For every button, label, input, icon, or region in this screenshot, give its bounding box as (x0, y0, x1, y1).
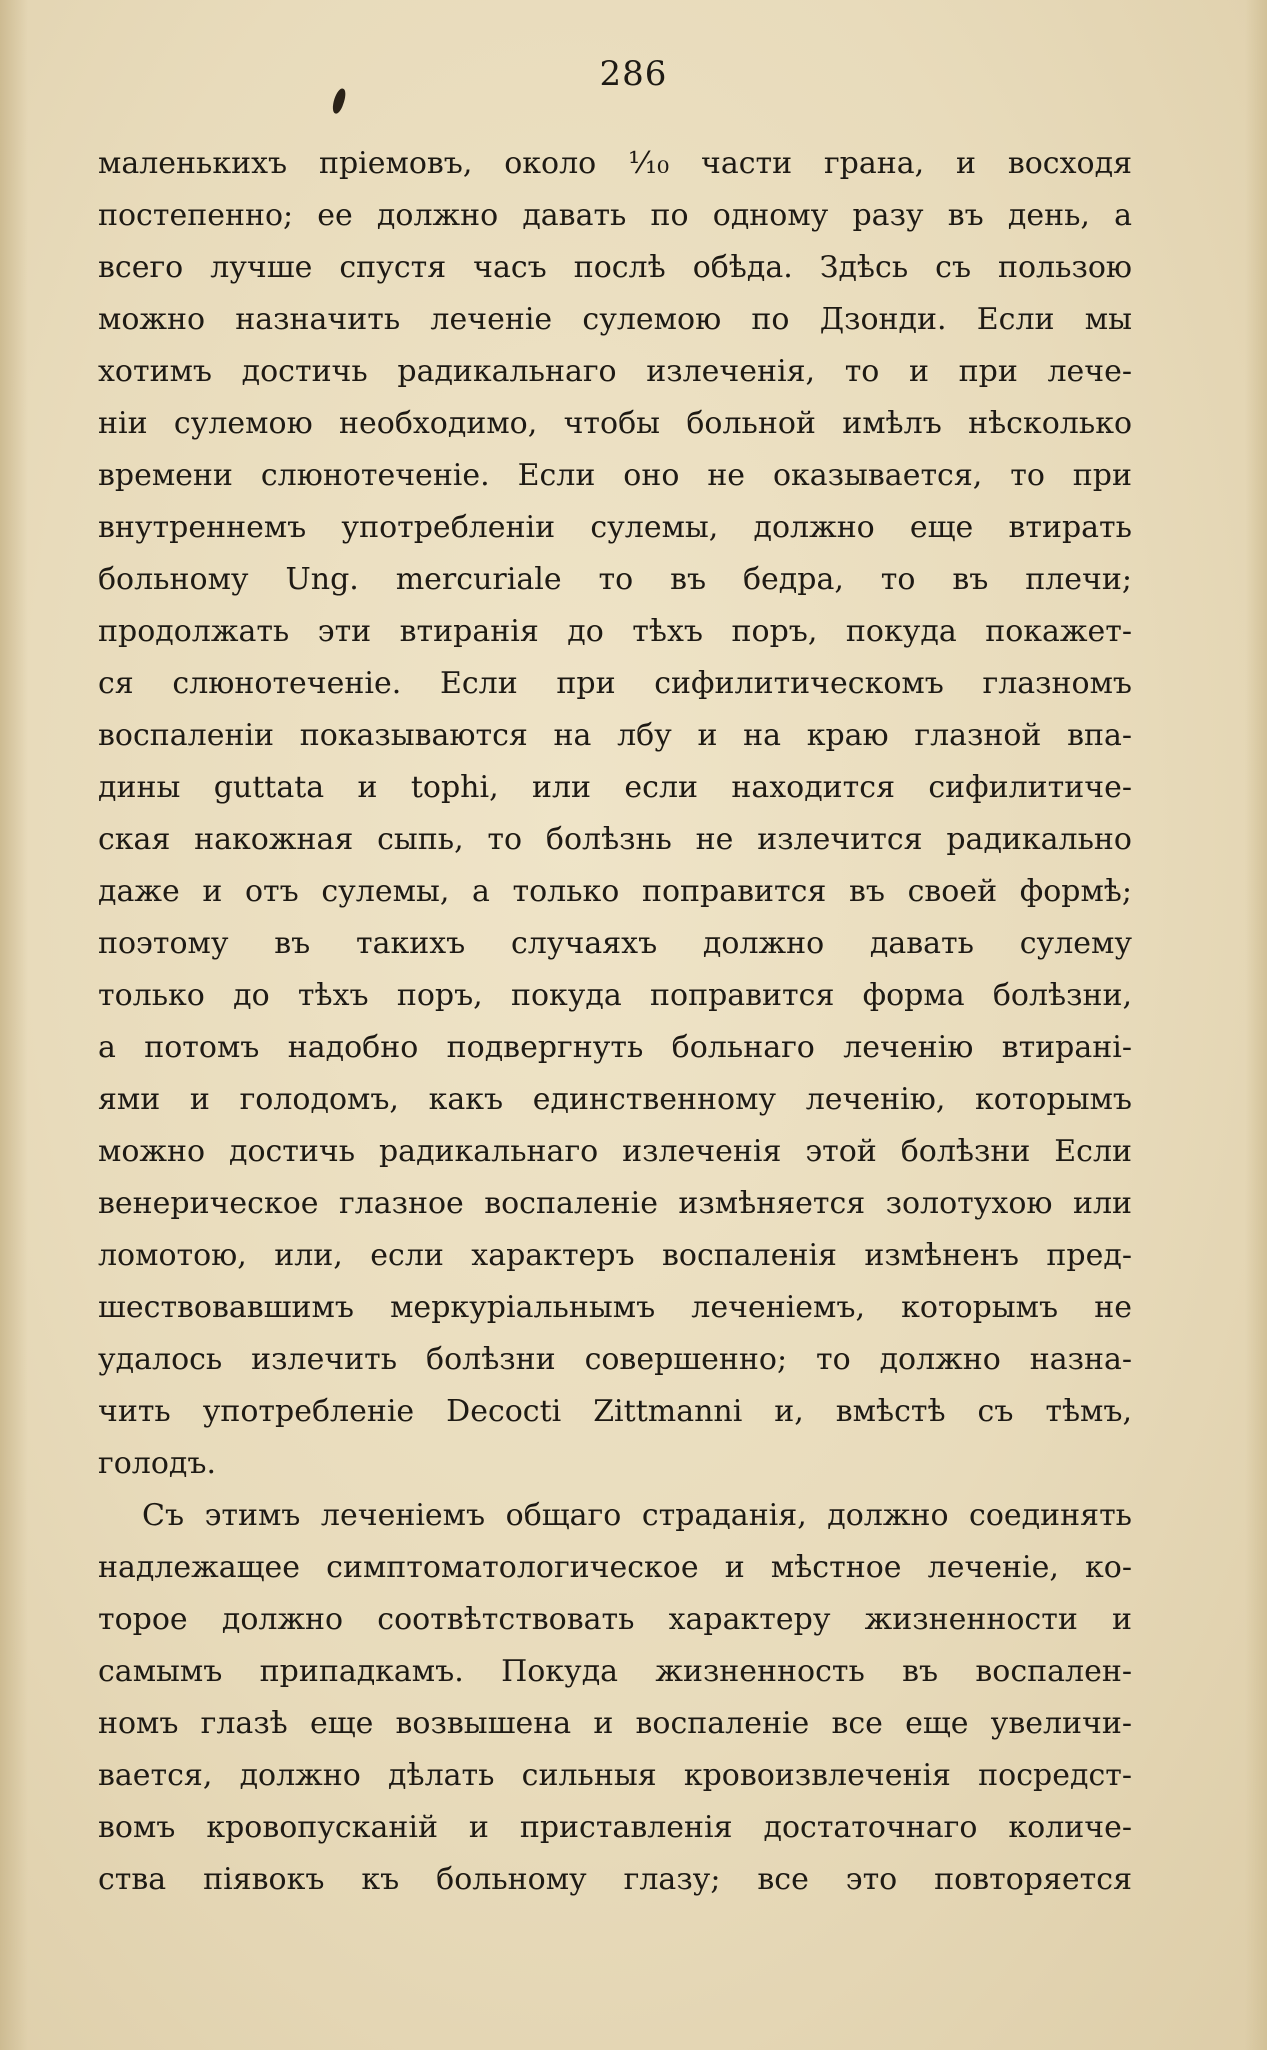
text-line: вомъ кровопусканій и приставленія достаточнаго количе- (98, 1810, 1132, 1845)
text-line: вается, должно дѣлать сильныя кровоизвлеченія посредст- (98, 1758, 1132, 1793)
text-line: ломотою, или, если характеръ воспаленія измѣненъ пред- (98, 1238, 1132, 1273)
text-line: продолжать эти втиранія до тѣхъ поръ, покуда покажет- (98, 614, 1132, 649)
text-line: ніи сулемою необходимо, чтобы больной имѣлъ нѣсколько (98, 406, 1132, 441)
text-line: надлежащее симптоматологическое и мѣстное леченіе, ко- (98, 1550, 1132, 1585)
text-line: только до тѣхъ поръ, покуда поправится форма болѣзни, (98, 978, 1132, 1013)
text-line: шествовавшимъ меркуріальнымъ леченіемъ, которымъ не (98, 1290, 1132, 1325)
body-text (98, 138, 1132, 1906)
text-line: внутреннемъ употребленіи сулемы, должно еще втирать (98, 510, 1132, 545)
text-line: всего лучше спустя часъ послѣ обѣда. Здѣсь съ пользою (98, 250, 1132, 285)
text-line: дины guttata и tophi, или если находится сифилитиче- (98, 770, 1132, 805)
text-line: Съ этимъ леченіемъ общаго страданія, должно соединять (142, 1498, 1132, 1533)
text-line: венерическое глазное воспаленіе измѣняется золотухою или (98, 1186, 1132, 1221)
text-line: ся слюнотеченіе. Если при сифилитическомъ глазномъ (98, 666, 1132, 701)
text-line: хотимъ достичь радикальнаго излеченія, то и при лече- (98, 354, 1132, 389)
text-line: ями и голодомъ, какъ единственному леченію, которымъ (98, 1082, 1132, 1117)
text-line: даже и отъ сулемы, а только поправится въ своей формѣ; (98, 874, 1132, 909)
text-line: удалось излечить болѣзни совершенно; то должно назна- (98, 1342, 1132, 1377)
page-number: 286 (599, 54, 668, 94)
page-edge-shadow-left (0, 0, 28, 2050)
text-line: времени слюнотеченіе. Если оно не оказывается, то при (98, 458, 1132, 493)
text-line: ская накожная сыпь, то болѣзнь не излечится радикально (98, 822, 1132, 857)
text-line: поэтому въ такихъ случаяхъ должно давать сулему (98, 926, 1132, 961)
text-line: можно достичь радикальнаго излеченія этой болѣзни Если (98, 1134, 1132, 1169)
text-line: воспаленіи показываются на лбу и на краю глазной впа- (98, 718, 1132, 753)
text-line: чить употребленіе Decocti Zittmanni и, вмѣстѣ съ тѣмъ, (98, 1394, 1132, 1429)
text-line: голодъ. (98, 1446, 216, 1481)
text-line: торое должно соотвѣтствовать характеру жизненности и (98, 1602, 1132, 1637)
text-line: постепенно; ее должно давать по одному разу въ день, а (98, 198, 1132, 233)
text-line: можно назначить леченіе сулемою по Дзонди. Если мы (98, 302, 1132, 337)
text-line: самымъ припадкамъ. Покуда жизненность въ воспален- (98, 1654, 1132, 1689)
text-line: номъ глазѣ еще возвышена и воспаленіе все еще увеличи- (98, 1706, 1132, 1741)
text-line: маленькихъ пріемовъ, около ⅟₁₀ части грана, и восходя (98, 146, 1132, 181)
text-line: ства піявокъ къ больному глазу; все это повторяется (98, 1862, 1132, 1897)
text-line: а потомъ надобно подвергнуть больнаго леченію втирані- (98, 1030, 1132, 1065)
page-edge-shadow-right (1245, 0, 1267, 2050)
text-line: больному Ung. mercuriale то въ бедра, то въ плечи; (98, 562, 1132, 597)
